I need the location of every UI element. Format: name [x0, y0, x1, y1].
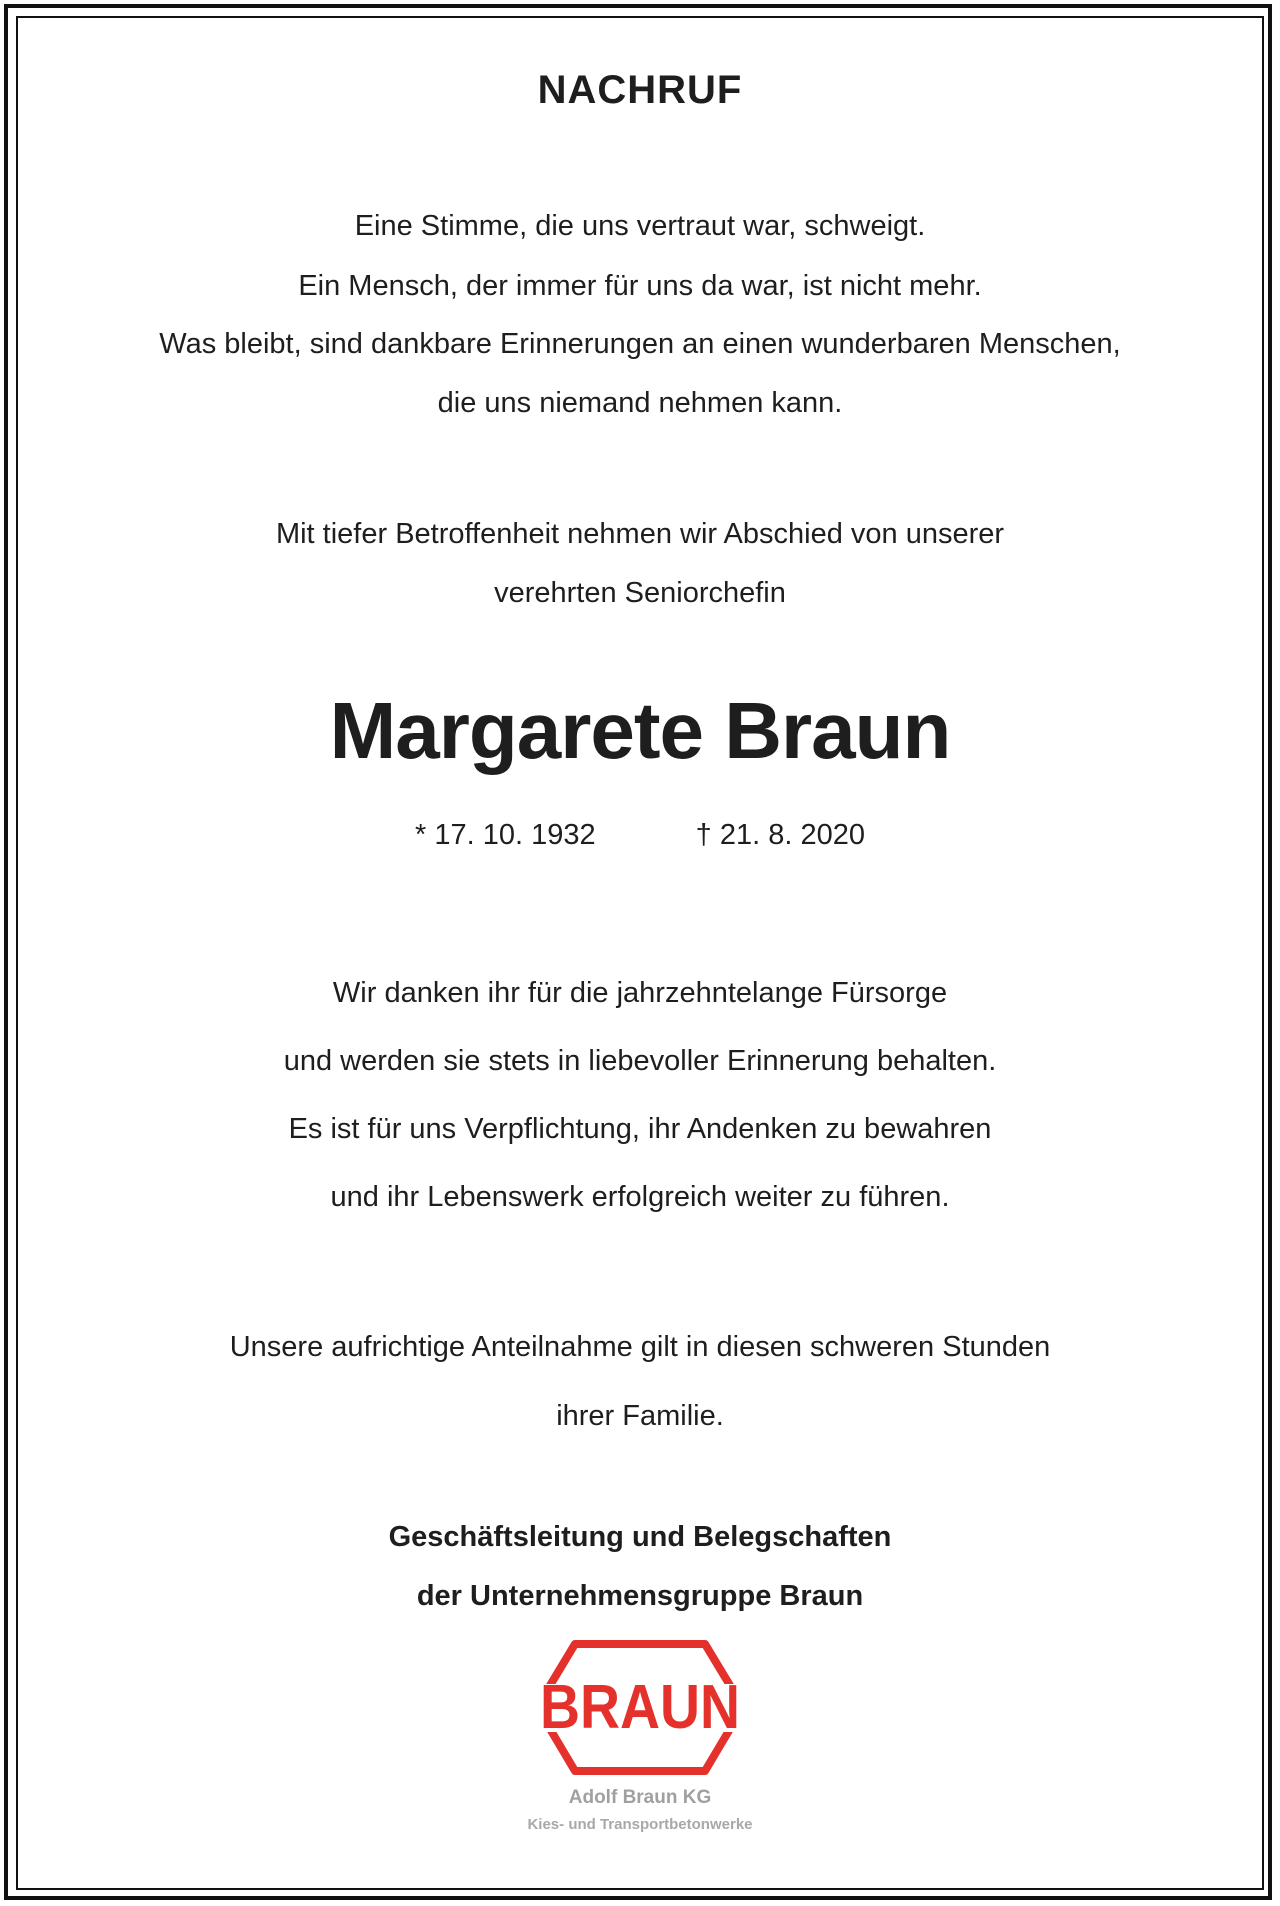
braun-logo-hexagon-icon: [533, 1640, 747, 1775]
poem-line-4: die uns niemand nehmen kann.: [437, 387, 843, 419]
company-name: Adolf Braun KG: [568, 1787, 712, 1808]
signature-line-1: Geschäftsleitung und Belegschaften: [388, 1521, 892, 1553]
signature-line-2: der Unternehmensgruppe Braun: [416, 1580, 864, 1612]
life-dates: [0, 819, 1280, 852]
company-subtitle: Kies- und Transportbetonwerke: [527, 1816, 753, 1833]
deceased-name: Margarete Braun: [329, 686, 951, 775]
thanks-line-1: Wir danken ihr für die jahrzehntelange Fürsorge: [332, 977, 948, 1009]
poem-line-2: Ein Mensch, der immer für uns da war, ist nicht mehr.: [298, 270, 982, 302]
braun-logo: [533, 1640, 747, 1775]
condolence-line-2: ihrer Familie.: [556, 1400, 724, 1432]
condolence-line-1: Unsere aufrichtige Anteilnahme gilt in diesen schweren Stunden: [229, 1331, 1051, 1363]
death-date: † 21. 8. 2020: [695, 819, 865, 851]
svg-text:BRAUN: BRAUN: [540, 1673, 740, 1742]
thanks-line-3: Es ist für uns Verpflichtung, ihr Andenken zu bewahren: [288, 1113, 992, 1145]
thanks-line-2: und werden sie stets in liebevoller Erinnerung behalten.: [283, 1045, 997, 1077]
thanks-line-4: und ihr Lebenswerk erfolgreich weiter zu führen.: [330, 1181, 950, 1213]
page-title: NACHRUF: [537, 68, 743, 112]
poem-line-1: Eine Stimme, die uns vertraut war, schweigt.: [354, 210, 926, 242]
intro-line-2: verehrten Seniorchefin: [494, 577, 786, 609]
poem-line-3: Was bleibt, sind dankbare Erinnerungen an einen wunderbaren Menschen,: [159, 328, 1121, 360]
birth-date: * 17. 10. 1932: [415, 819, 596, 851]
intro-line-1: Mit tiefer Betroffenheit nehmen wir Abschied von unserer: [275, 518, 1005, 550]
